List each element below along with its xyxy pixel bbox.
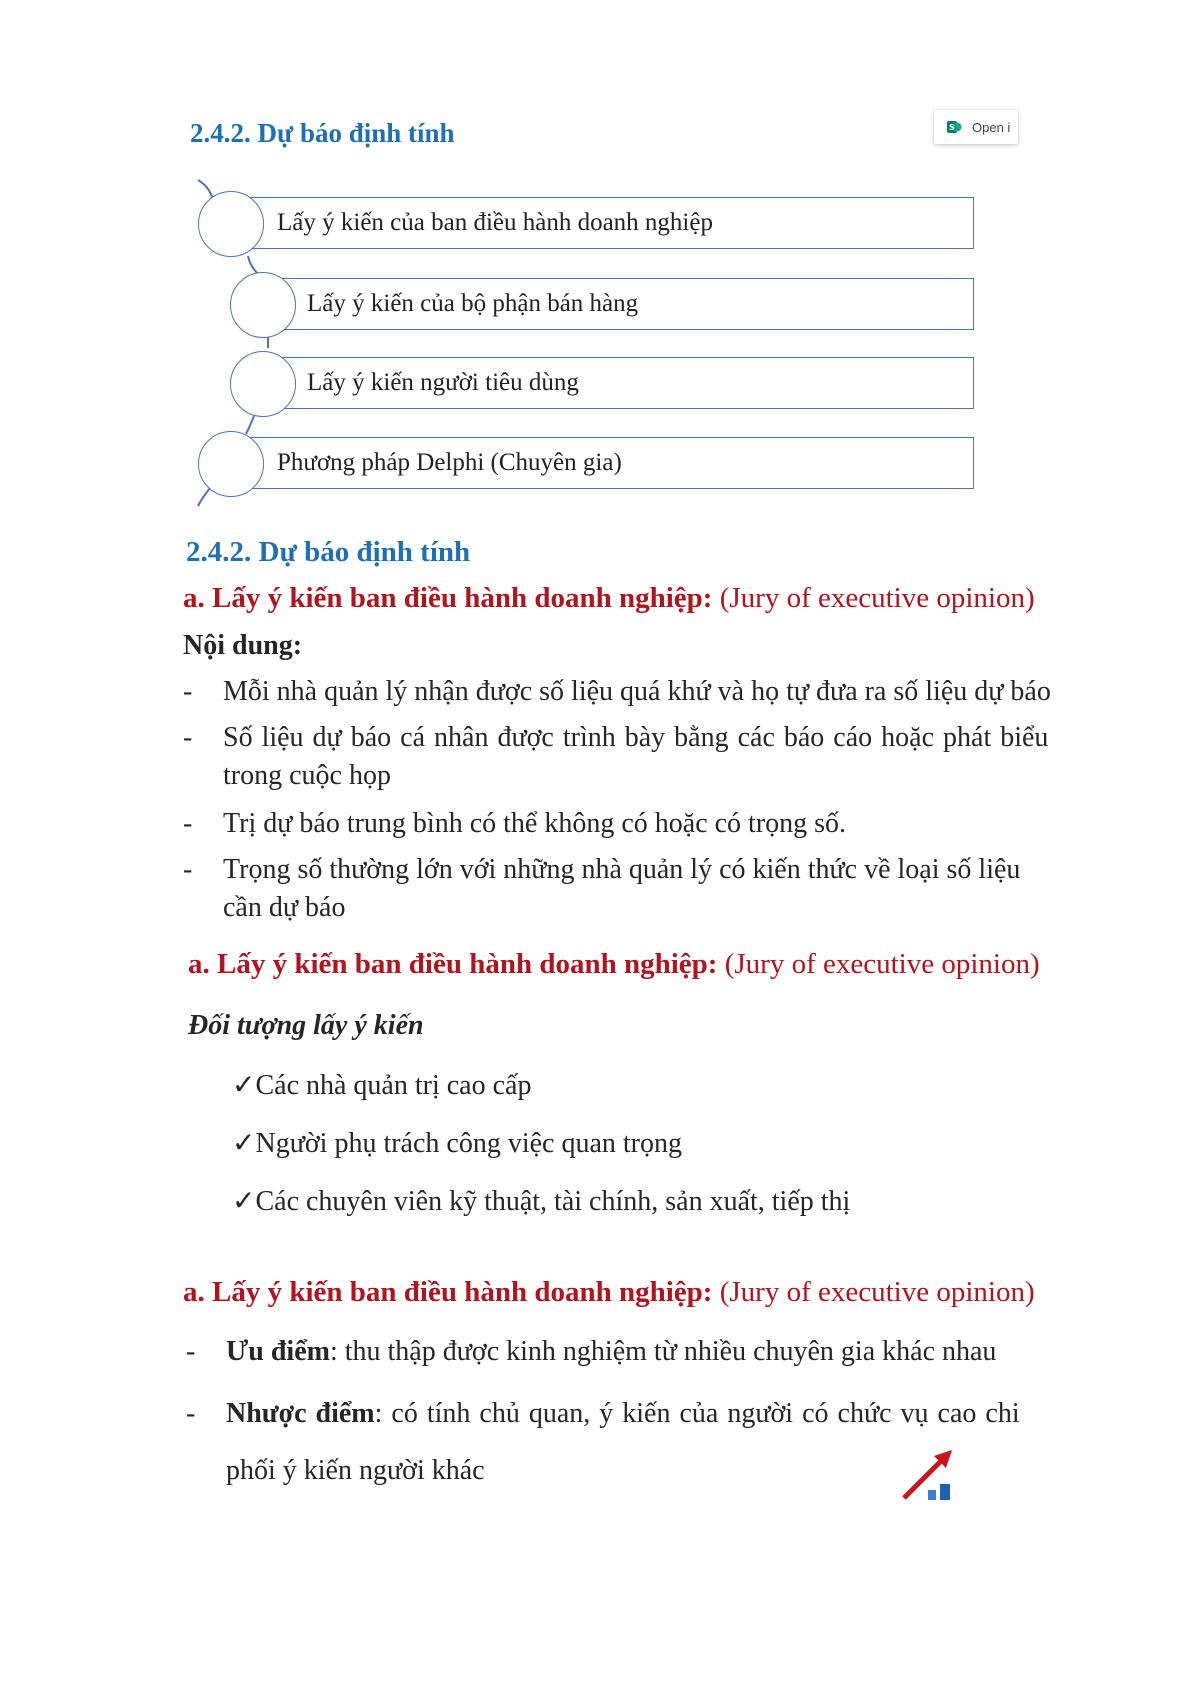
diagram-step-1 <box>250 197 974 249</box>
con-item-continued: phối ý kiến người khác <box>226 1455 485 1486</box>
diagram-circle-2 <box>230 272 296 338</box>
svg-text:S: S <box>949 123 955 132</box>
section-title-2: 2.4.2. Dự báo định tính <box>186 536 471 568</box>
con-label: Nhược điểm <box>226 1398 375 1429</box>
diagram-step-label: Lấy ý kiến của bộ phận bán hàng <box>307 290 639 317</box>
diagram-step-4 <box>250 437 974 489</box>
app-logo-icon <box>946 119 962 135</box>
section-heading-3 <box>183 1276 1035 1309</box>
con-item <box>226 1398 1020 1430</box>
subtitle: Đối tượng lấy ý kiến <box>188 1010 424 1041</box>
diagram-circle-3 <box>230 351 296 417</box>
pro-text: : thu thập được kinh nghiệm từ nhiều chuyên gia khác nhau <box>329 1336 997 1367</box>
check-item: ✓Các nhà quản trị cao cấp <box>232 1070 532 1101</box>
diagram-circle-4 <box>198 431 264 497</box>
heading-normal: (Jury of executive opinion) <box>724 948 1040 980</box>
bullet-item: Số liệu dự báo cá nhân được trình bày bằng các báo cáo hoặc phát biểu <box>223 722 1049 753</box>
diagram-step-label: Lấy ý kiến người tiêu dùng <box>307 369 579 396</box>
check-item: ✓Người phụ trách công việc quan trọng <box>232 1128 683 1159</box>
section-heading <box>183 582 1035 615</box>
bullet-item: Trọng số thường lớn với những nhà quản lý có kiến thức về loại số liệu <box>223 854 1021 885</box>
pro-label: Ưu điểm <box>226 1336 330 1367</box>
heading-bold: a. Lấy ý kiến ban điều hành doanh nghiệp: <box>183 582 713 614</box>
bullet-item-continued: cần dự báo <box>223 892 346 923</box>
bullet-item-continued: trong cuộc họp <box>223 760 391 791</box>
bullet-item: Trị dự báo trung bình có thể không có hoặc có trọng số. <box>223 808 847 839</box>
content-label: Nội dung: <box>183 630 303 661</box>
heading-bold: a. Lấy ý kiến ban điều hành doanh nghiệp: <box>188 948 718 980</box>
heading-bold: a. Lấy ý kiến ban điều hành doanh nghiệp: <box>183 1276 713 1308</box>
section-title: 2.4.2. Dự báo định tính <box>190 118 455 148</box>
checkmark-icon: ✓ <box>232 1186 256 1217</box>
diagram-step-label: Lấy ý kiến của ban điều hành doanh nghiệp <box>277 209 713 236</box>
growth-arrow-icon <box>900 1448 960 1500</box>
con-text: : có tính chủ quan, ý kiến của người có chức vụ cao chi <box>374 1398 1020 1429</box>
open-badge-label: Open i <box>972 119 1011 135</box>
section-heading-2 <box>188 948 1040 981</box>
checkmark-icon: ✓ <box>232 1128 256 1159</box>
check-item: ✓Các chuyên viên kỹ thuật, tài chính, sản xuất, tiếp thị <box>232 1186 851 1217</box>
diagram-step-label: Phương pháp Delphi (Chuyên gia) <box>277 449 622 476</box>
heading-normal: (Jury of executive opinion) <box>719 582 1035 614</box>
diagram-step-2 <box>282 278 974 330</box>
diagram-circle-1 <box>198 191 264 257</box>
bullet-item: Mỗi nhà quản lý nhận được số liệu quá khứ và họ tự đưa ra số liệu dự báo <box>223 676 1051 707</box>
open-in-app-badge[interactable] <box>934 110 1018 144</box>
heading-normal: (Jury of executive opinion) <box>719 1276 1035 1308</box>
pro-item <box>226 1336 996 1368</box>
checkmark-icon: ✓ <box>232 1070 256 1101</box>
diagram-step-3 <box>282 357 974 409</box>
